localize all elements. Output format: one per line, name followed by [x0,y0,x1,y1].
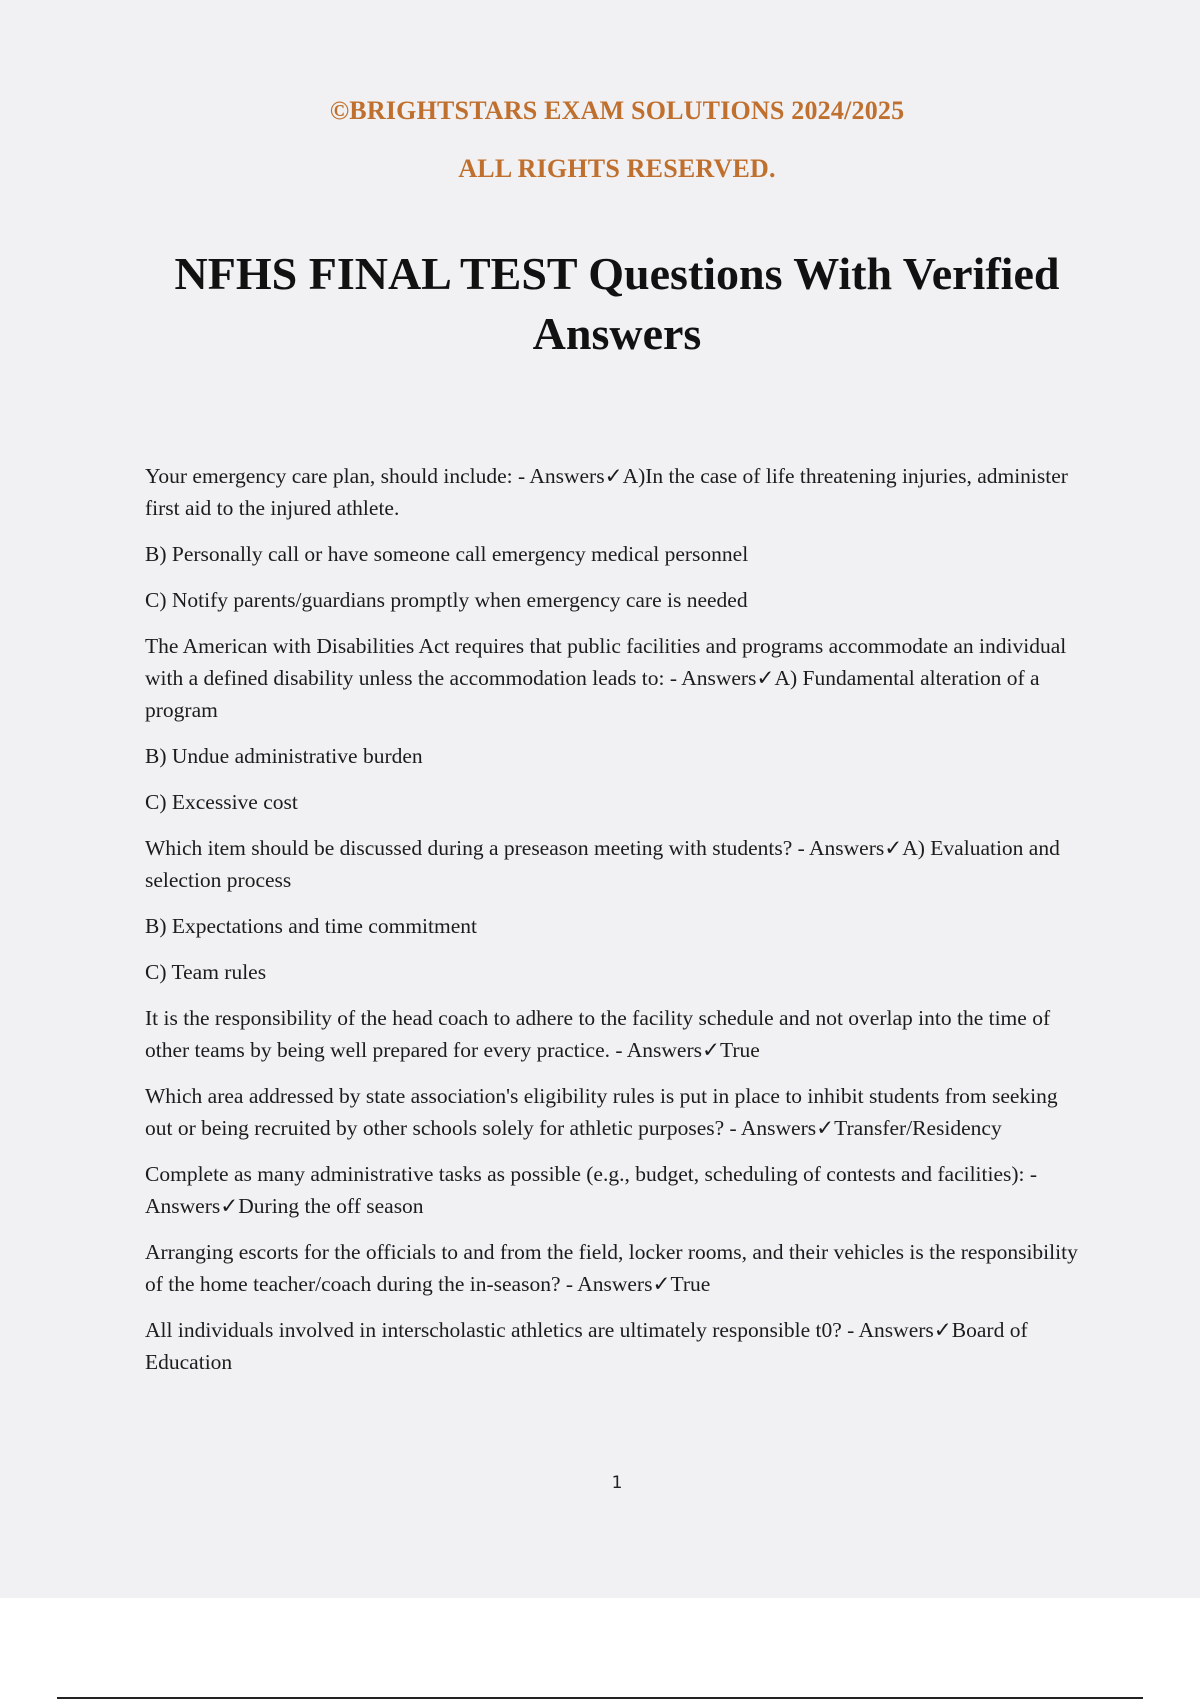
paragraph: C) Notify parents/guardians promptly when emergency care is needed [145,588,748,612]
paragraph: It is the responsibility of the head coach to adhere to the facility schedule and not overlap into the time of other teams by being well prepared for every practice. - Answers✓True [145,1006,1051,1062]
paragraph: Your emergency care plan, should include: - Answers✓A)In the case of life threatening injuries, administer first aid to the injured athlete. [145,464,1068,520]
paragraph: B) Undue administrative burden [145,744,423,768]
paragraph: C) Team rules [145,960,267,984]
paragraph: Which item should be discussed during a preseason meeting with students? - Answers✓A) Evaluation and selection process [145,836,1060,892]
page-number: 1 [611,1473,623,1493]
paragraph: B) Personally call or have someone call emergency medical personnel [145,542,749,566]
paragraph: The American with Disabilities Act requires that public facilities and programs accommodate an individual with a defined disability unless the accommodation leads to: - Answers✓A) Fundamental alteration of a program [145,634,1067,722]
paragraph: B) Expectations and time commitment [145,914,477,938]
paragraph: Arranging escorts for the officials to and from the field, locker rooms, and their vehicles is the responsibility of the home teacher/coach during the in-season? - Answers✓True [145,1240,1078,1296]
copyright-line-2: ALL RIGHTS RESERVED. [458,154,776,183]
paragraph: All individuals involved in interscholastic athletics are ultimately responsible t0? - Answers✓Board of Education [145,1318,1028,1374]
footer-divider [57,1697,1143,1699]
paragraph: Complete as many administrative tasks as possible (e.g., budget, scheduling of contests and facilities): - Answers✓During the off season [145,1162,1038,1218]
document-title: NFHS FINAL TEST Questions With Verified Answers [174,248,1060,359]
paragraph: C) Excessive cost [145,790,298,814]
paragraph: Which area addressed by state association's eligibility rules is put in place to inhibit students from seeking out or being recruited by other schools solely for athletic purposes? - Answers✓Transfer/Residency [145,1084,1058,1140]
question-list [145,460,1090,1392]
copyright-line-1: ©BRIGHTSTARS EXAM SOLUTIONS 2024/2025 [329,96,905,125]
